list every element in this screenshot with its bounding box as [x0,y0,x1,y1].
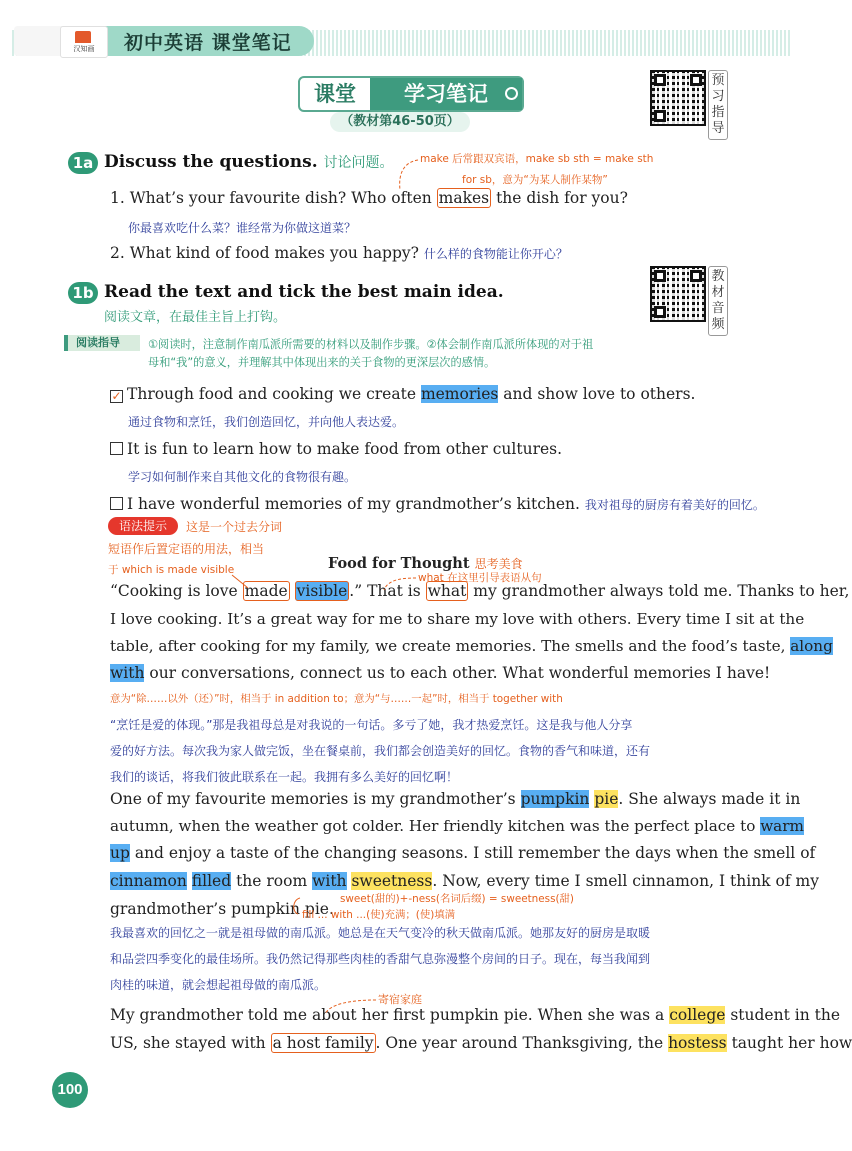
p2-line4: cinnamon filled the room with sweetness. Now, every time I smell cinnamon, I think of my [110,872,819,890]
checkbox-empty[interactable] [110,497,123,510]
boxed-word-what: what [427,582,467,600]
book-icon [75,31,91,43]
section-title-part2: 学习笔记 [370,78,522,110]
p2-line5: grandmother’s pumpkin pie. [110,900,334,918]
reading-guide-line2: 母和“我”的意义，并理解其中体现出来的关于食物的更深层次的感情。 [148,356,496,369]
p1-line4: with our conversations, connect us to each other. What wonderful memories I have! [110,664,771,682]
question-1: 1. What’s your favourite dish? Who often makes the dish for you? [110,189,628,207]
p1-translation-line2: 爱的好方法。每次我为家人做完饭，坐在餐桌前，我们都会创造美好的回忆。食物的香气和味道，还有 [110,744,651,758]
magnifier-icon [505,87,518,100]
sweetness-note: sweet(甜的)+-ness(名词后缀) = sweetness(甜) [340,893,574,905]
question-2: 2. What kind of food makes you happy? 什么样的食物能让你开心？ [110,244,568,262]
passage-title: Food for Thought 思考美食 [328,555,523,572]
checkbox-empty[interactable] [110,442,123,455]
p3-line2: US, she stayed with a host family . One year around Thanksgiving, the hostess taught her how [110,1034,852,1052]
series-title: 初中英语 课堂笔记 [124,32,292,54]
page-number: 100 [52,1072,88,1108]
p1-line3: table, after cooking for my family, we create memories. The smells and the food’s taste, along [110,637,833,655]
option-1[interactable]: ✓ Through food and cooking we create memories and show love to others. [111,385,696,403]
boxed-word-made: made [244,582,288,600]
publisher-name: 汉知画 [73,45,95,53]
p2-line2: autumn, when the weather got colder. Her friendly kitchen was the perfect place to warm [110,817,804,835]
p2-translation-line3: 肉桂的味道，就会想起祖母做的南瓜派。 [110,978,327,992]
option-3[interactable]: I have wonderful memories of my grandmother’s kitchen. 我对祖母的厨房有着美好的回忆。 [110,495,765,513]
along-with-note: 意为“除……以外（还）”时，相当于 in addition to；意为“与……一起”时，相当于 together with [110,693,563,705]
option-2-translation: 学习如何制作来自其他文化的食物很有趣。 [128,470,357,484]
grammar-note-line2: 短语作后置定语的用法，相当 [108,542,265,556]
boxed-word-makes: makes [438,189,490,207]
highlight-visible: visible [296,582,348,600]
qr-code-textbook-audio[interactable] [650,266,706,322]
question-1-translation: 你最喜欢吃什么菜？谁经常为你做这道菜？ [128,221,357,235]
textbook-pages: （教材第46-50页） [330,112,470,132]
grammar-note-line3: 于 which is made visible [108,564,235,576]
grammar-note-line1: 这是一个过去分词 [186,520,283,534]
exercise-1b-title-cn: 阅读文章，在最佳主旨上打钩。 [104,310,287,325]
p2-line1: One of my favourite memories is my grandmother’s pumpkin pie. She always made it in [110,790,801,808]
p1-line2: I love cooking. It’s a great way for me to share my love with others. Every time I sit at the [110,610,805,628]
boxed-phrase-host-family: a host family [272,1034,374,1052]
reading-guide-tag: 阅读指导 [64,335,140,351]
option-1-translation: 通过食物和烹饪，我们创造回忆，并向他人表达爱。 [128,415,405,429]
exercise-1b-title: Read the text and tick the best main idea. [104,282,504,302]
reading-guide-line1: ①阅读时，注意制作南瓜派所需要的材料以及制作步骤。②体会制作南瓜派所体现的对于祖 [148,338,594,351]
qr-label-preview-guide: 预 习 指 导 [708,70,728,140]
qr-code-preview-guide[interactable] [650,70,706,126]
p1-translation-line1: “烹饪是爱的体现。”那是我祖母总是对我说的一句话。多亏了她，我才热爱烹饪。这是我与他人分享 [110,718,633,732]
grammar-tip-tag: 语法提示 [108,517,178,535]
fill-with-note: fill ... with ...(使)充满；(使)填满 [302,909,456,921]
p3-line1: My grandmother told me about her first pumpkin pie. When she was a college student in the [110,1006,840,1024]
host-family-note: 寄宿家庭 [378,993,422,1006]
what-note: what 在这里引导表语从句 [418,572,542,584]
note-make-line1: make 后常跟双宾语，make sb sth = make sth [420,153,654,165]
section-title-part1: 课堂 [314,82,356,106]
exercise-badge-1a: 1a [68,152,98,174]
p1-line1: “Cooking is love made visible .” That is what my grandmother always told me. Thanks to her, [110,582,850,600]
qr-label-textbook-audio: 教 材 音 频 [708,266,728,336]
p2-translation-line1: 我最喜欢的回忆之一就是祖母做的南瓜派。她总是在天气变冷的秋天做南瓜派。她那友好的厨房是取暖 [110,926,651,940]
publisher-logo [60,26,108,58]
exercise-badge-1b: 1b [68,282,98,304]
section-title [298,76,524,112]
checkbox-checked[interactable]: ✓ [111,389,122,403]
p2-translation-line2: 和品尝四季变化的最佳场所。我仍然记得那些肉桂的香甜气息弥漫整个房间的日子。现在，每当我闻到 [110,952,651,966]
option-2[interactable]: It is fun to learn how to make food from other cultures. [110,440,562,458]
exercise-1a-title: Discuss the questions. 讨论问题。 [104,152,394,172]
p2-line3: up and enjoy a taste of the changing seasons. I still remember the days when the smell of [110,844,816,862]
note-make-line2: for sb，意为“为某人制作某物” [462,174,608,186]
p1-translation-line3: 我们的谈话，将我们彼此联系在一起。我拥有多么美好的回忆啊！ [110,770,459,784]
